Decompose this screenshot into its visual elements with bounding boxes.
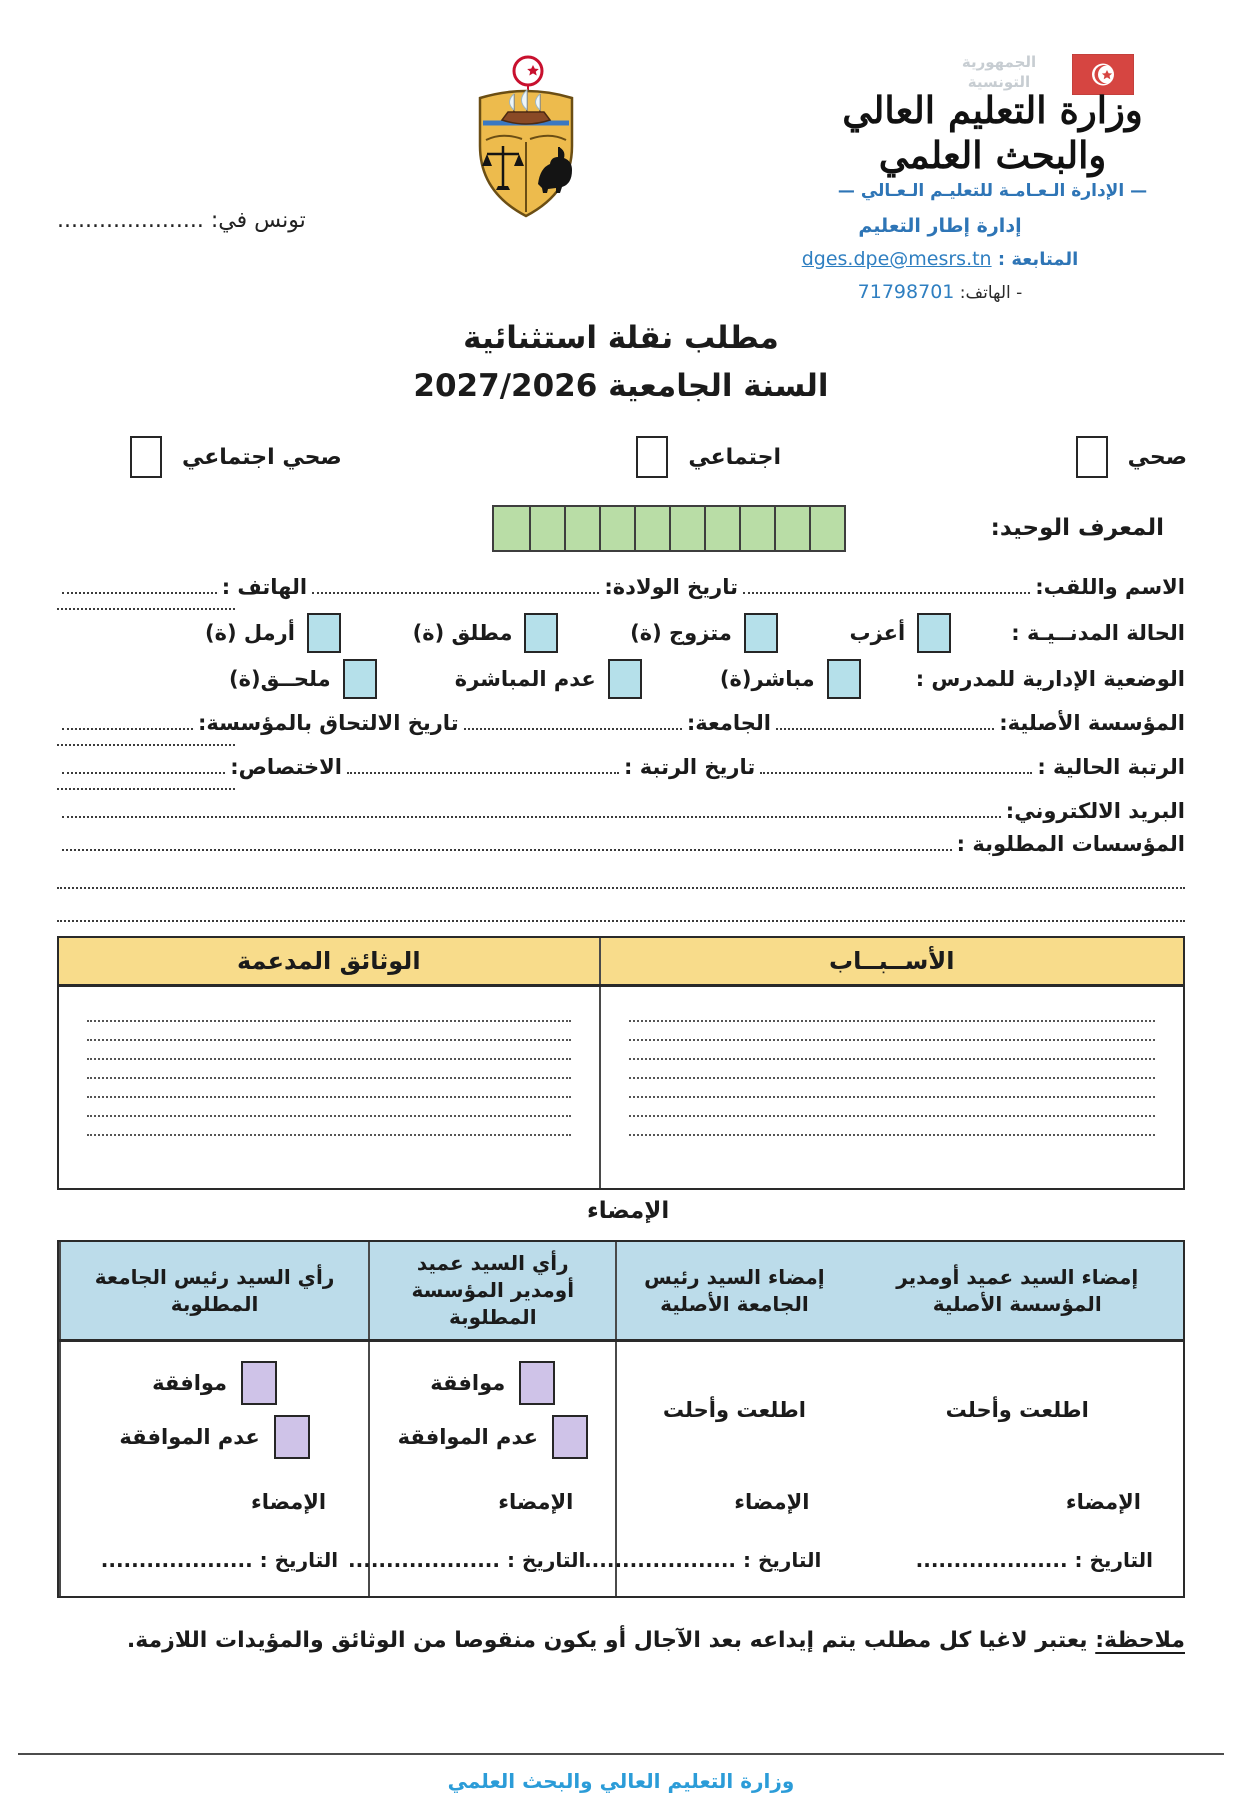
civil-option-single: أعزب xyxy=(850,613,952,653)
birth-field[interactable] xyxy=(312,592,599,594)
admin-option-active: مباشر(ة) xyxy=(720,659,861,699)
approve-option: موافقة xyxy=(370,1361,615,1405)
unique-id-cell[interactable] xyxy=(669,507,704,550)
type-option-health-social: صحي اجتماعي xyxy=(130,436,342,478)
checkbox-approve[interactable] xyxy=(241,1361,277,1405)
unique-id-grid[interactable] xyxy=(492,505,846,552)
footer-ministry-name: وزارة التعليم العالي والبحث العلمي xyxy=(447,1769,795,1793)
birth-label: تاريخ الولادة: xyxy=(604,575,739,599)
civil-status-label: الحالة المدنــيـة : xyxy=(1011,621,1185,645)
dotted-writing-line[interactable] xyxy=(629,1079,1155,1098)
checkbox-reject[interactable] xyxy=(552,1415,588,1459)
unique-id-cell[interactable] xyxy=(774,507,809,550)
checkbox-reject[interactable] xyxy=(274,1415,310,1459)
requested-inst-extra-line[interactable] xyxy=(57,856,1185,889)
approval-cell-origin-dean: اطلعت وأحلت الإمضاء التاريخ : .................... xyxy=(851,1342,1183,1596)
checkbox-health[interactable] xyxy=(1076,436,1108,478)
unique-id-cell[interactable] xyxy=(529,507,564,550)
reject-option: عدم الموافقة xyxy=(370,1415,615,1459)
unique-id-cell[interactable] xyxy=(494,507,529,550)
dotted-writing-line[interactable] xyxy=(87,1079,571,1098)
unique-id-row xyxy=(0,502,1242,554)
unique-id-cell[interactable] xyxy=(564,507,599,550)
origin-inst-field[interactable] xyxy=(776,728,994,730)
rank-date-label: تاريخ الرتبة : xyxy=(624,755,756,779)
page-header xyxy=(0,0,1242,308)
university-field[interactable] xyxy=(464,728,682,730)
dotted-writing-line[interactable] xyxy=(87,1041,571,1060)
requested-inst-field[interactable] xyxy=(62,849,952,851)
approval-header-origin-dean: إمضاء السيد عميد أومدير المؤسسة الأصلية xyxy=(896,1264,1139,1316)
note-line xyxy=(57,1628,1185,1653)
dotted-writing-line[interactable] xyxy=(629,1117,1155,1136)
approval-header-target-dean: رأي السيد عميد أومدير المؤسسة المطلوبة xyxy=(368,1242,615,1339)
phone-line xyxy=(795,276,1085,310)
phone-field[interactable] xyxy=(62,592,217,594)
signature-label: الإمضاء xyxy=(734,1490,810,1514)
rank-label: الرتبة الحالية : xyxy=(1037,755,1185,779)
footer-divider xyxy=(18,1753,1224,1755)
approval-table xyxy=(57,1240,1185,1598)
unique-id-cell[interactable] xyxy=(739,507,774,550)
approval-cell-target-president xyxy=(59,1342,368,1596)
signature-label: الإمضاء xyxy=(498,1490,574,1514)
specialty-field[interactable] xyxy=(62,772,225,774)
email-label: البريد الالكتروني: xyxy=(1005,799,1185,823)
line-requested-institutions xyxy=(57,823,1185,856)
dotted-writing-line[interactable] xyxy=(629,1041,1155,1060)
note-label: ملاحظة: xyxy=(1095,1628,1185,1653)
documents-column-header: الوثائق المدعمة xyxy=(237,947,421,975)
reasons-documents-table xyxy=(57,936,1185,1190)
dotted-writing-line[interactable] xyxy=(629,1003,1155,1022)
type-option-health: صحي xyxy=(1076,436,1187,478)
unique-id-cell[interactable] xyxy=(634,507,669,550)
admin-option-inactive: عدم المباشرة xyxy=(455,659,642,699)
requested-inst-extra-line[interactable] xyxy=(57,889,1185,922)
form-title-line2: السنة الجامعية 2027/2026 xyxy=(413,368,829,404)
specialty-continuation[interactable] xyxy=(57,779,235,790)
civil-status-row xyxy=(57,610,1185,656)
dotted-writing-line[interactable] xyxy=(87,1022,571,1041)
email-field[interactable] xyxy=(62,816,1001,818)
reasons-column-header: الأســبــاب xyxy=(599,938,1183,984)
signature-label: الإمضاء xyxy=(250,1490,327,1514)
checkbox-approve[interactable] xyxy=(519,1361,555,1405)
dotted-writing-line[interactable] xyxy=(87,1098,571,1117)
checkbox-health-social[interactable] xyxy=(130,436,162,478)
form-title-line1: مطلب نقلة استثنائية xyxy=(463,320,779,356)
department-name: إدارة إطار التعليم xyxy=(858,215,1022,237)
origin-inst-label: المؤسسة الأصلية: xyxy=(999,711,1185,735)
signature-label: الإمضاء xyxy=(1065,1490,1141,1514)
line-name-birth-phone xyxy=(57,566,1185,599)
dotted-writing-line[interactable] xyxy=(87,1060,571,1079)
admin-option-seconded: ملحــق(ة) xyxy=(229,659,377,699)
applicant-signature-label: الإمضاء xyxy=(587,1198,670,1224)
checkbox-married[interactable] xyxy=(744,613,778,653)
directorate-line: — الإدارة الـعـامـة للتعليـم الـعـالي — xyxy=(837,181,1148,201)
followup-line xyxy=(795,243,1085,276)
join-date-continuation[interactable] xyxy=(57,735,235,746)
line-rank xyxy=(57,746,1185,779)
join-date-label: تاريخ الالتحاق بالمؤسسة: xyxy=(197,711,459,735)
unique-id-cell[interactable] xyxy=(599,507,634,550)
civil-option-widowed: أرمل (ة) xyxy=(205,613,341,653)
approval-header-origin-president: إمضاء السيد رئيس الجامعة الأصلية xyxy=(615,1242,851,1339)
place-date-line: تونس في: ..................... xyxy=(57,208,306,233)
line-email xyxy=(57,790,1185,823)
request-type-row xyxy=(0,432,1242,482)
followup-label: المتابعة : xyxy=(997,249,1079,270)
republic-caption: الجمهورية التونسية xyxy=(961,53,1037,91)
date-field[interactable]: التاريخ : .................... xyxy=(100,1548,339,1572)
phone-field-label: الهاتف : xyxy=(221,575,308,599)
tunisia-coat-of-arms xyxy=(472,54,580,238)
phone-number: 71798701 xyxy=(857,281,955,303)
applicant-form xyxy=(0,566,1242,922)
line-institution xyxy=(57,702,1185,735)
university-label: الجامعة: xyxy=(686,711,771,735)
civil-option-married: متزوج (ة) xyxy=(630,613,778,653)
page-footer xyxy=(0,1753,1242,1793)
name-label: الاسم واللقب: xyxy=(1035,575,1185,599)
checkbox-divorced[interactable] xyxy=(524,613,558,653)
note-text: يعتبر لاغيا كل مطلب يتم إيداعه بعد الآجال أو يكون منقوصا من الوثائق والمؤيدات اللازمة. xyxy=(126,1628,1096,1653)
phone-label: - الهاتف: xyxy=(959,283,1023,303)
approval-cell-target-dean xyxy=(348,1342,615,1596)
checkbox-seconded[interactable] xyxy=(343,659,377,699)
contact-block xyxy=(795,210,1085,310)
followup-email-link[interactable]: dges.dpe@mesrs.tn xyxy=(801,248,992,270)
admin-status-row xyxy=(57,656,1185,702)
unique-id-label: المعرف الوحيد: xyxy=(990,515,1164,541)
ministry-name: وزارة التعليم العالي والبحث العلمي xyxy=(842,88,1143,177)
dotted-writing-line[interactable] xyxy=(629,1022,1155,1041)
checkbox-active[interactable] xyxy=(827,659,861,699)
checkbox-single[interactable] xyxy=(917,613,951,653)
approval-header-target-president: رأي السيد رئيس الجامعة المطلوبة xyxy=(59,1242,368,1339)
form-title xyxy=(0,314,1242,410)
specialty-label: الاختصاص: xyxy=(230,755,342,779)
reject-option: عدم الموافقة xyxy=(61,1415,368,1459)
approval-cell-origin-president: اطلعت وأحلت الإمضاء التاريخ : .................... xyxy=(615,1342,851,1596)
checkbox-widowed[interactable] xyxy=(307,613,341,653)
checkbox-social[interactable] xyxy=(636,436,668,478)
checkbox-inactive[interactable] xyxy=(608,659,642,699)
rank-date-field[interactable] xyxy=(347,772,619,774)
rank-field[interactable] xyxy=(760,772,1032,774)
unique-id-cell[interactable] xyxy=(704,507,739,550)
approve-option: موافقة xyxy=(61,1361,368,1405)
dotted-writing-line[interactable] xyxy=(87,1117,571,1136)
dotted-writing-line[interactable] xyxy=(629,1060,1155,1079)
type-option-social: اجتماعي xyxy=(636,436,781,478)
documents-column-body[interactable] xyxy=(59,987,599,1188)
date-field[interactable]: التاريخ : .................... xyxy=(584,1548,822,1572)
name-field[interactable] xyxy=(743,592,1030,594)
date-field[interactable]: التاريخ : .................... xyxy=(348,1548,586,1572)
reasons-column-body[interactable] xyxy=(599,987,1183,1188)
phone-field-continuation[interactable] xyxy=(57,599,235,610)
dotted-writing-line[interactable] xyxy=(87,1003,571,1022)
unique-id-cell[interactable] xyxy=(809,507,844,550)
dotted-writing-line[interactable] xyxy=(629,1098,1155,1117)
requested-inst-label: المؤسسات المطلوبة : xyxy=(956,832,1185,856)
join-date-field[interactable] xyxy=(62,728,193,730)
civil-option-divorced: مطلق (ة) xyxy=(413,613,559,653)
admin-status-label: الوضعية الإدارية للمدرس : xyxy=(915,667,1185,691)
date-field[interactable]: التاريخ : .................... xyxy=(915,1548,1153,1572)
